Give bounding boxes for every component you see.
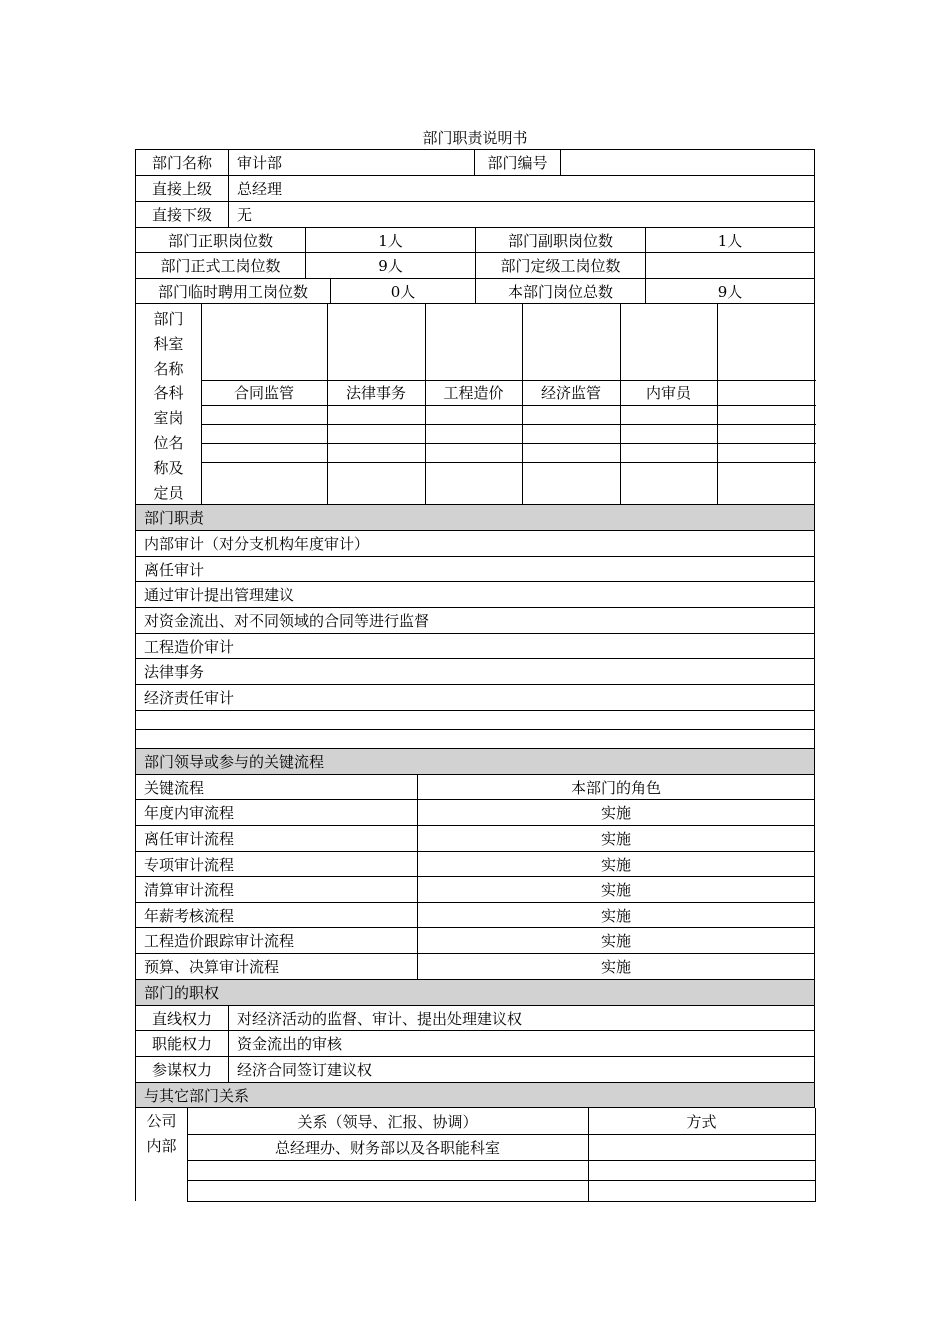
- row-temp-total: [135, 278, 815, 303]
- deputy-label: 部门副职岗位数: [475, 228, 645, 252]
- process-row: [135, 799, 815, 825]
- processes-header: [135, 748, 815, 774]
- process-role: 实施: [417, 826, 815, 851]
- duty-text: 内部审计（对分支机构年度审计）: [144, 535, 370, 553]
- grid-line: [201, 424, 816, 425]
- dept-code-label: 部门编号: [474, 150, 560, 175]
- duty-text: 对资金流出、对不同领域的合同等进行监督: [144, 612, 430, 630]
- superior-label: 直接上级: [135, 176, 228, 201]
- power-label: 职能权力: [135, 1031, 228, 1056]
- row-subordinate: [135, 201, 815, 227]
- process-name: 专项审计流程: [135, 852, 417, 876]
- grid-line: [201, 462, 816, 463]
- process-row: [135, 876, 815, 902]
- relation-method: [588, 1160, 815, 1180]
- station-label-line: 位名: [153, 434, 184, 452]
- duty-item: [135, 684, 815, 710]
- office-label-line: 名称: [153, 360, 184, 378]
- duty-item: [135, 530, 815, 556]
- grid-line: [201, 405, 816, 406]
- process-row: [135, 825, 815, 851]
- station-label-line: 称及: [153, 459, 184, 477]
- document-title: 部门职责说明书: [422, 129, 528, 147]
- duties-header: [135, 504, 815, 530]
- office-label-line: 部门: [153, 310, 184, 328]
- duty-item: [135, 658, 815, 684]
- superior-value: 总经理: [228, 176, 815, 201]
- power-value: 资金流出的审核: [228, 1031, 815, 1056]
- duty-text: 离任审计: [144, 560, 205, 579]
- powers-header: [135, 979, 815, 1005]
- process-name: 年度内审流程: [135, 800, 417, 825]
- duty-item: [135, 556, 815, 581]
- grid-line: [187, 1201, 816, 1202]
- power-label: 直线权力: [135, 1006, 228, 1030]
- chief-label: 部门正职岗位数: [135, 228, 305, 252]
- side-label-line: 公司: [146, 1112, 177, 1130]
- power-label: 参谋权力: [135, 1057, 228, 1082]
- duty-item: [135, 710, 815, 729]
- row-regular-fixed: [135, 252, 815, 278]
- relations-block: [135, 1107, 815, 1201]
- regular-label: 部门正式工岗位数: [135, 253, 305, 278]
- duty-item: [135, 581, 815, 607]
- duty-text: 法律事务: [144, 663, 205, 681]
- relation-method: [588, 1180, 815, 1201]
- relation-text: 总经理办、财务部以及各职能科室: [274, 1138, 500, 1157]
- process-role: 实施: [417, 877, 815, 902]
- row-superior: [135, 175, 815, 201]
- station-label-line: 定员: [153, 484, 184, 502]
- chief-value: 1人: [305, 228, 475, 252]
- deputy-value: 1人: [645, 228, 815, 252]
- process-name: 工程造价跟踪审计流程: [135, 928, 417, 953]
- duties-header-label: 部门职责: [144, 509, 205, 527]
- power-row: [135, 1030, 815, 1056]
- processes-header-label: 部门领导或参与的关键流程: [144, 753, 325, 771]
- duty-text: 通过审计提出管理建议: [144, 586, 295, 604]
- duty-form: [135, 149, 815, 1201]
- temp-label: 部门临时聘用工岗位数: [135, 279, 330, 303]
- office-name-label: [136, 307, 201, 382]
- process-row: [135, 902, 815, 927]
- relations-header: [135, 1082, 815, 1107]
- dept-name-label: 部门名称: [135, 150, 228, 175]
- grid-line: [201, 443, 816, 444]
- duty-text: [136, 711, 814, 729]
- process-row: [135, 953, 815, 979]
- process-role: 实施: [417, 903, 815, 927]
- station-name: [717, 380, 816, 405]
- process-row: [135, 851, 815, 876]
- station-label-line: 室岗: [153, 409, 184, 427]
- process-role: 实施: [417, 954, 815, 979]
- processes-col-header: [135, 774, 815, 799]
- power-row: [135, 1005, 815, 1030]
- duty-text: [136, 730, 814, 748]
- process-name: 清算审计流程: [135, 877, 417, 902]
- power-row: [135, 1056, 815, 1082]
- station-name: 法律事务: [345, 384, 406, 402]
- relations-col1: 关系（领导、汇报、协调）: [297, 1112, 478, 1131]
- side-label-line: 内部: [146, 1137, 177, 1155]
- row-dept-name: [135, 149, 815, 175]
- process-col2: 本部门的角色: [417, 775, 815, 799]
- offices-block: [135, 303, 815, 504]
- station-label: [136, 381, 201, 506]
- relations-header-label: 与其它部门关系: [144, 1086, 250, 1105]
- relations-col2: 方式: [686, 1112, 717, 1131]
- process-role: 实施: [417, 800, 815, 825]
- process-name: 离任审计流程: [135, 826, 417, 851]
- station-name: 经济监管: [540, 384, 601, 402]
- office-label-line: 科室: [153, 335, 184, 353]
- total-label: 本部门岗位总数: [475, 279, 645, 303]
- duty-item: [135, 729, 815, 748]
- power-value: 对经济活动的监督、审计、提出处理建议权: [228, 1006, 815, 1030]
- process-role: 实施: [417, 852, 815, 876]
- temp-value: 0人: [330, 279, 475, 303]
- process-row: [135, 927, 815, 953]
- power-value: 经济合同签订建议权: [228, 1057, 815, 1082]
- relation-method: [588, 1134, 815, 1160]
- row-chief-deputy: [135, 227, 815, 252]
- fixed-label: 部门定级工岗位数: [475, 253, 645, 278]
- process-name: 年薪考核流程: [135, 903, 417, 927]
- station-label-line: 各科: [153, 384, 184, 402]
- dept-code-value: [560, 150, 815, 175]
- regular-value: 9人: [305, 253, 475, 278]
- station-name: 工程造价: [443, 384, 504, 402]
- process-role: 实施: [417, 928, 815, 953]
- duty-item: [135, 607, 815, 633]
- duty-item: [135, 633, 815, 658]
- relations-side-label: [136, 1109, 187, 1159]
- duty-text: 经济责任审计: [144, 689, 235, 707]
- subordinate-label: 直接下级: [135, 202, 228, 227]
- dept-name-value: 审计部: [228, 150, 474, 175]
- station-name: 内审员: [645, 384, 691, 402]
- relation-text: [187, 1160, 588, 1180]
- grid-line: [815, 1108, 816, 1202]
- powers-header-label: 部门的职权: [144, 984, 220, 1002]
- duty-text: 工程造价审计: [144, 637, 235, 656]
- process-col1: 关键流程: [135, 775, 417, 799]
- total-value: 9人: [645, 279, 815, 303]
- fixed-value: [645, 253, 815, 278]
- process-name: 预算、决算审计流程: [135, 954, 417, 979]
- relation-text: [187, 1180, 588, 1201]
- station-name: 合同监管: [233, 384, 294, 402]
- subordinate-value: 无: [228, 202, 815, 227]
